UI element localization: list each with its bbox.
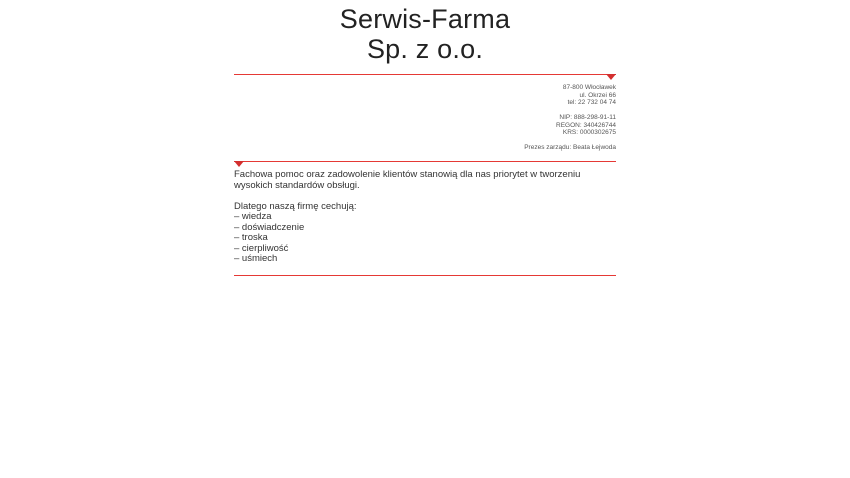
ceo-name: Prezes zarządu: Beata Łejwoda [524,144,616,151]
trait-item: – uśmiech [234,253,278,264]
trait-item: – doświadczenie [234,221,305,233]
intro-paragraph: Fachowa pomoc oraz zadowolenie klientów stanowią dla nas priorytet w tworzeniu wysokich standardów obsługi. [234,169,581,191]
company-name: Serwis-Farma [339,4,511,34]
company-legal-form: Sp. z o.o. [366,34,484,64]
middle-divider [234,161,616,162]
krs-number: KRS: 0000302675 [562,129,616,136]
company-title [0,4,850,64]
divider-marker-icon [234,161,244,167]
spacer [234,107,616,115]
phone-number: tel: 22 732 04 74 [567,99,616,106]
address-line-1: 87-800 Włocławek [562,84,616,91]
trait-item: – cierpliwość [234,242,289,254]
nip-number: NIP: 888-298-91-11 [559,114,616,121]
traits-heading: Dlatego naszą firmę cechują: [234,200,357,212]
spacer [234,137,616,145]
bottom-divider [234,275,616,276]
divider-marker-icon [606,74,616,80]
spacer [234,191,616,202]
top-divider [234,74,616,75]
address-line-2: ul. Okrzei 66 [579,91,616,99]
regon-number: REGON: 340426744 [556,121,616,129]
trait-item: – wiedza [234,211,272,222]
trait-item: – troska [234,232,268,243]
contact-block [234,84,616,152]
main-content [234,170,616,265]
